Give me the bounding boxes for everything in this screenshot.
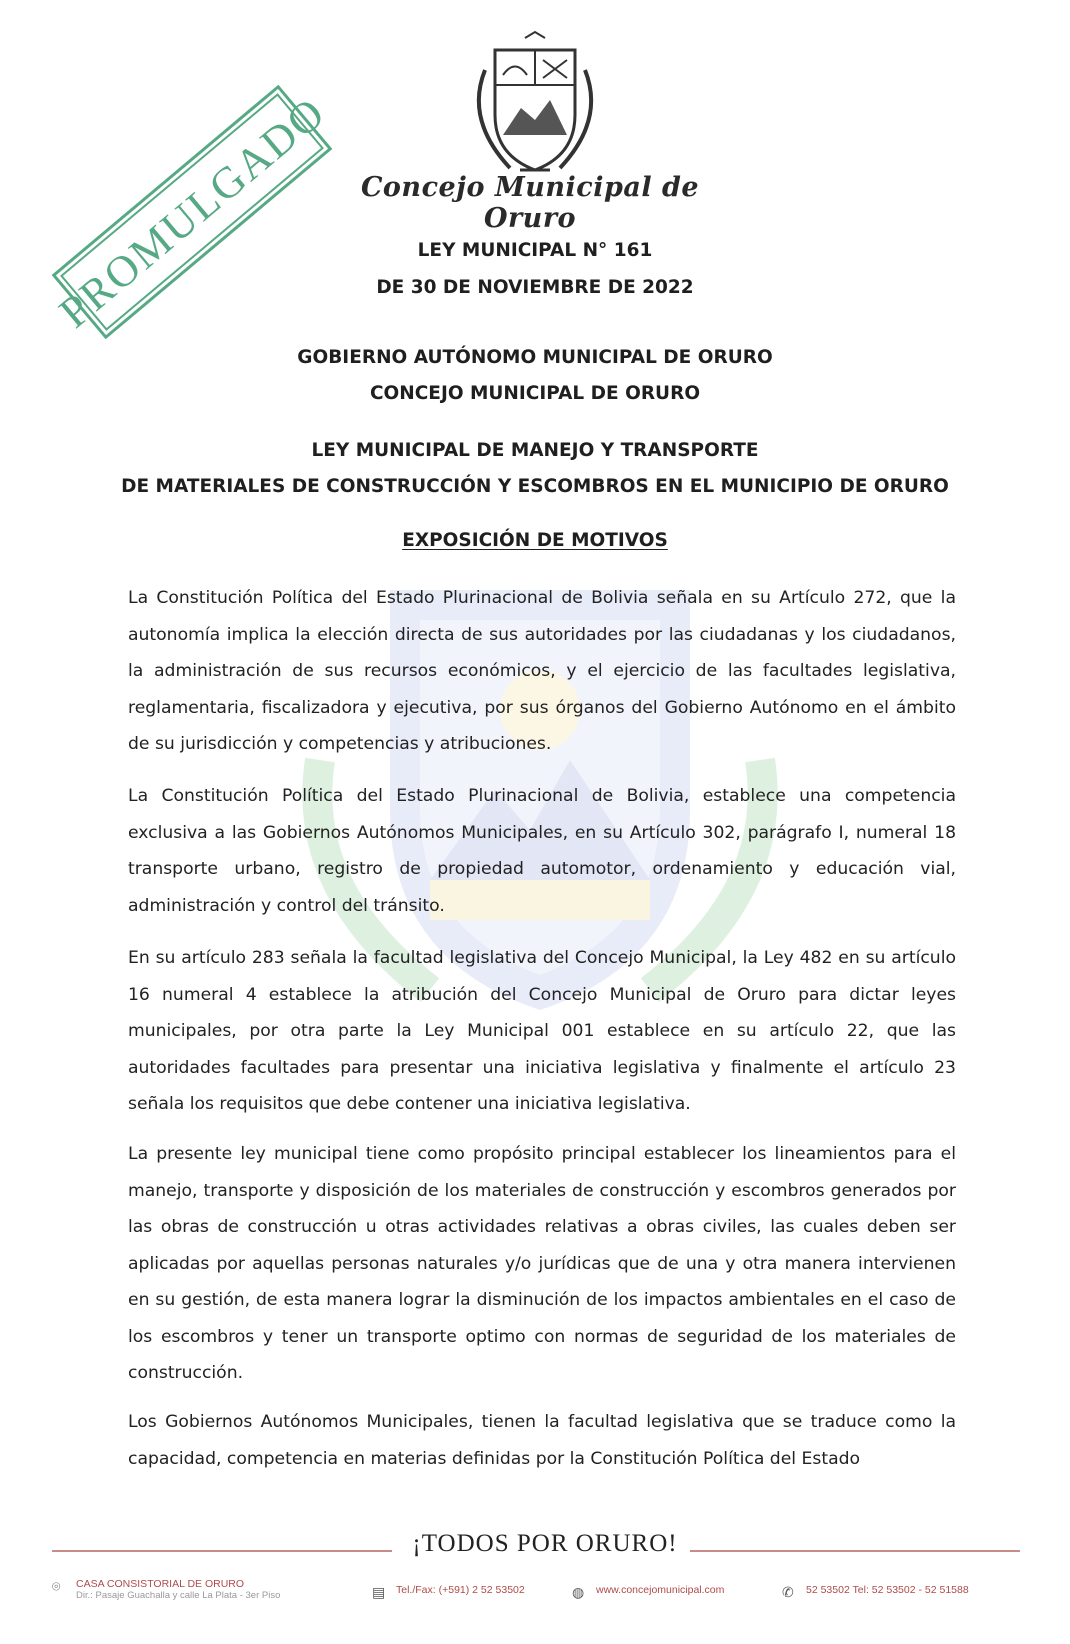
- gov-line-2: CONCEJO MUNICIPAL DE ORURO: [369, 383, 701, 404]
- footer-address: [52, 1578, 280, 1601]
- footer-slogan: ¡TODOS POR ORURO!: [412, 1530, 678, 1557]
- law-date: DE 30 DE NOVIEMBRE DE 2022: [376, 277, 694, 298]
- footer-telfax: ▤ Tel./Fax: (+591) 2 52 53502: [372, 1584, 525, 1600]
- paragraph: La Constitución Política del Estado Plurinacional de Bolivia, establece una competencia exclusiva a las Gobiernos Autónomos Municipales, en su Artículo 302, parágrafo I, numeral 18 transporte urbano, registro de propiedad automotor, ordenamiento y educación vial, administración y control del tránsito.: [128, 786, 956, 916]
- footer-divider-right: [690, 1550, 1020, 1552]
- title-line-1: LEY MUNICIPAL DE MANEJO Y TRANSPORTE: [311, 440, 759, 461]
- paragraph: En su artículo 283 señala la facultad legislativa del Concejo Municipal, la Ley 482 en su artículo 16 numeral 4 establece la atribución del Concejo Municipal de Oruro para dictar leyes municipales, por otra parte la Ley Municipal 001 establece en su artículo 22, que las autoridades facultades para presentar una iniciativa legislativa y finalmente el artículo 23 señala los requisitos que debe contener una iniciativa legislativa.: [128, 948, 956, 1114]
- gov-line-1: GOBIERNO AUTÓNOMO MUNICIPAL DE ORURO: [297, 347, 773, 368]
- section-heading: EXPOSICIÓN DE MOTIVOS: [402, 530, 668, 551]
- footer-phones: ✆ 52 53502 Tel: 52 53502 - 52 51588: [782, 1584, 969, 1600]
- org-name: Concejo Municipal de Oruro: [360, 172, 700, 234]
- paragraph: La presente ley municipal tiene como propósito principal establecer los lineamientos para el manejo, transporte y disposición de los materiales de construcción y escombros generados por las obras de construcción u otras actividades relativas a obras civiles, las cuales deben ser aplicadas por aquellas personas naturales y/o jurídicas que de una y otra manera intervienen en su gestión, de esta manera lograr la disminución de los impactos ambientales en el caso de los escombros y tener un transporte optimo con normas de seguridad de los materiales de construcción.: [128, 1144, 956, 1383]
- location-pin-icon: ⌾: [52, 1578, 61, 1594]
- footer-divider-left: [52, 1550, 392, 1552]
- address-title: CASA CONSISTORIAL DE ORURO: [76, 1578, 245, 1590]
- promulgado-stamp: PROMULGADO: [52, 85, 333, 340]
- paragraph: La Constitución Política del Estado Plurinacional de Bolivia señala en su Artículo 272, que la autonomía implica la elección directa de sus autoridades por las ciudadanas y los ciudadanos, la administración de sus recursos económicos, y el ejercicio de las facultades legislativa, reglamentaria, fiscalizadora y ejecutiva, por sus órganos del Gobierno Autónomo en el ámbito de su jurisdicción y competencias y atribuciones.: [128, 588, 956, 754]
- footer-contact: [52, 1578, 1022, 1618]
- globe-icon: ◍: [572, 1584, 585, 1600]
- fax-icon: ▤: [372, 1584, 386, 1600]
- phone-icon: ✆: [782, 1584, 794, 1600]
- address-detail: Dir.: Pasaje Guachalla y calle La Plata - 3er Piso: [76, 1590, 281, 1601]
- title-line-2: DE MATERIALES DE CONSTRUCCIÓN Y ESCOMBROS EN EL MUNICIPIO DE ORURO: [121, 476, 949, 497]
- law-number: LEY MUNICIPAL N° 161: [417, 240, 653, 261]
- municipal-crest-logo: [455, 30, 615, 185]
- paragraph: Los Gobiernos Autónomos Municipales, tienen la facultad legislativa que se traduce como la capacidad, competencia en materias definidas por la Constitución Política del Estado: [128, 1412, 956, 1469]
- footer-website[interactable]: ◍ www.concejomunicipal.com: [572, 1584, 725, 1600]
